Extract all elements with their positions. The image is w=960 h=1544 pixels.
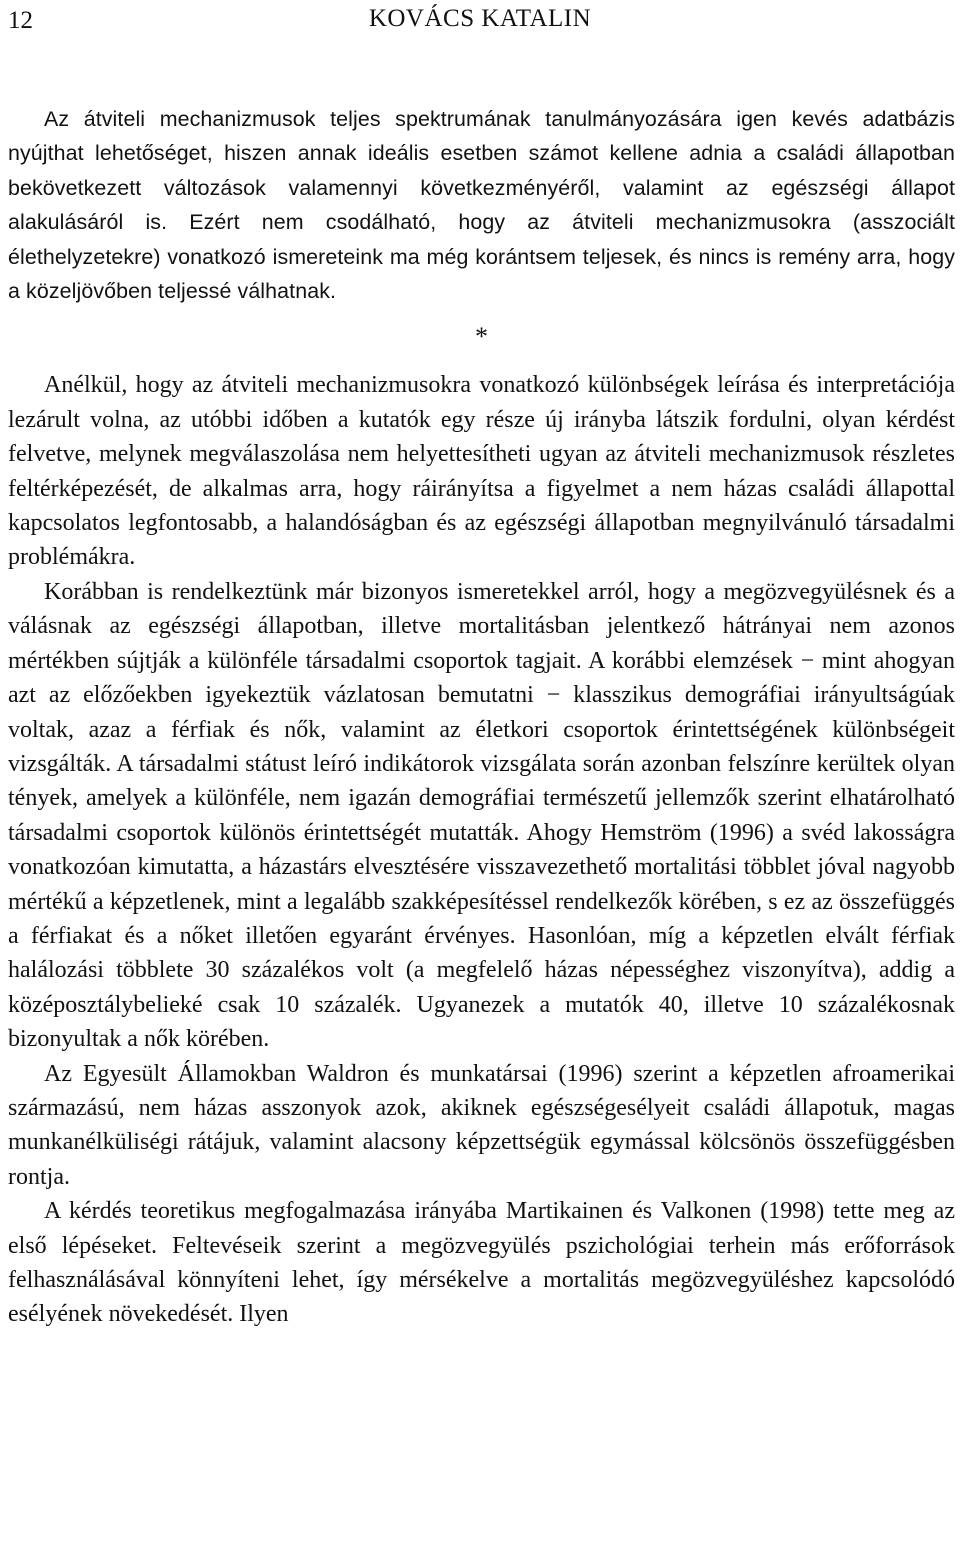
paragraph-3: Korábban is rendelkeztünk már bizonyos ismeretekkel arról, hogy a megözvegyülésnek és a válásnak az egészségi állapotban, illetve mortalitásban jelentkező hátrányai nem azonos mértékben sújtják a különféle társadalmi csoportok tagjait. A korábbi elemzések − mint ahogyan azt az előzőekben igyekeztük vázlatosan bemutatni − klasszikus demográfiai irányultságúak voltak, azaz a férfiak és nők, valamint az életkori csoportok érintettségének különbségeit vizsgálták. A társadalmi státust leíró indikátorok vizsgálata során azonban felszínre kerültek olyan tények, amelyek a különféle, nem igazán demográfiai természetű jellemzők szerint elhatárolható társadalmi csoportok különös érintettségét mutatták. Ahogy Hemström (1996) a svéd lakosságra vonatkozóan kimutatta, a házastárs elvesztésére visszavezethető mortalitási többlet jóval nagyobb mértékű a képzetlenek, mint a legalább szakképesítéssel rendelkezők körében, s ez az összefüggés a férfiakat és a nőket illetően egyaránt érvényes. Hasonlóan, míg a képzetlen elvált férfiak halálozási többlete 30 százalékos volt (a megfelelő házas népességhez viszonyítva), addig a középosztálybelieké csak 10 százalék. Ugyanezek a mutatók 40, illetve 10 százalékosnak bizonyultak a nők körében. <box>8 578 955 1053</box>
paragraph-1: Az átviteli mechanizmusok teljes spektrumának tanulmányozására igen kevés adatbázis nyújthat lehetőséget, hiszen annak ideális esetben számot kellene adnia a családi állapotban bekövetkezett változások valamennyi következményéről, valamint az egészségi állapot alakulásáról is. Ezért nem csodálható, hogy az átviteli mechanizmusokra (asszociált élethelyzetekre) vonatkozó ismereteink ma még korántsem teljesek, és nincs is remény arra, hogy a közeljövőben teljessé válhatnak. <box>8 107 955 304</box>
paragraph-5: A kérdés teoretikus megfogalmazása irányába Martikainen és Valkonen (1998) tette meg az első lépéseket. Feltevéseik szerint a megözvegyülés pszichológiai terhein más erőforrások felhasználásával könnyíteni lehet, így mérsékelve a mortalitás megözvegyüléshez kapcsolódó esélyének növekedését. Ilyen <box>8 1198 955 1328</box>
page-header <box>0 0 960 40</box>
document-body <box>8 102 955 1332</box>
paragraph-2: Anélkül, hogy az átviteli mechanizmusokra vonatkozó különbségek leírása és interpretációja lezárult volna, az utóbbi időben a kutatók egy része új irányba látszik fordulni, olyan kérdést felvetve, melynek megválaszolása nem helyettesítheti ugyan az átviteli mechanizmusok részletes feltérképezését, de alkalmas arra, hogy ráirányítsa a figyelmet a nem házas családi állapottal kapcsolatos legfontosabb, a halandóságban és az egészségi állapotban megnyilvánuló társadalmi problémákra. <box>8 372 955 571</box>
paragraph-4: Az Egyesült Államokban Waldron és munkatársai (1996) szerint a képzetlen afroamerikai származású, nem házas asszonyok azok, akiknek egészségesélyeit családi állapotuk, magas munkanélküliségi rátájuk, valamint alacsony képzettségük egymással kölcsönös összefüggésben rontja. <box>8 1060 955 1190</box>
running-head-author: KOVÁCS KATALIN <box>368 5 592 32</box>
page-number: 12 <box>8 7 33 34</box>
section-separator-asterisk: * <box>475 322 488 352</box>
